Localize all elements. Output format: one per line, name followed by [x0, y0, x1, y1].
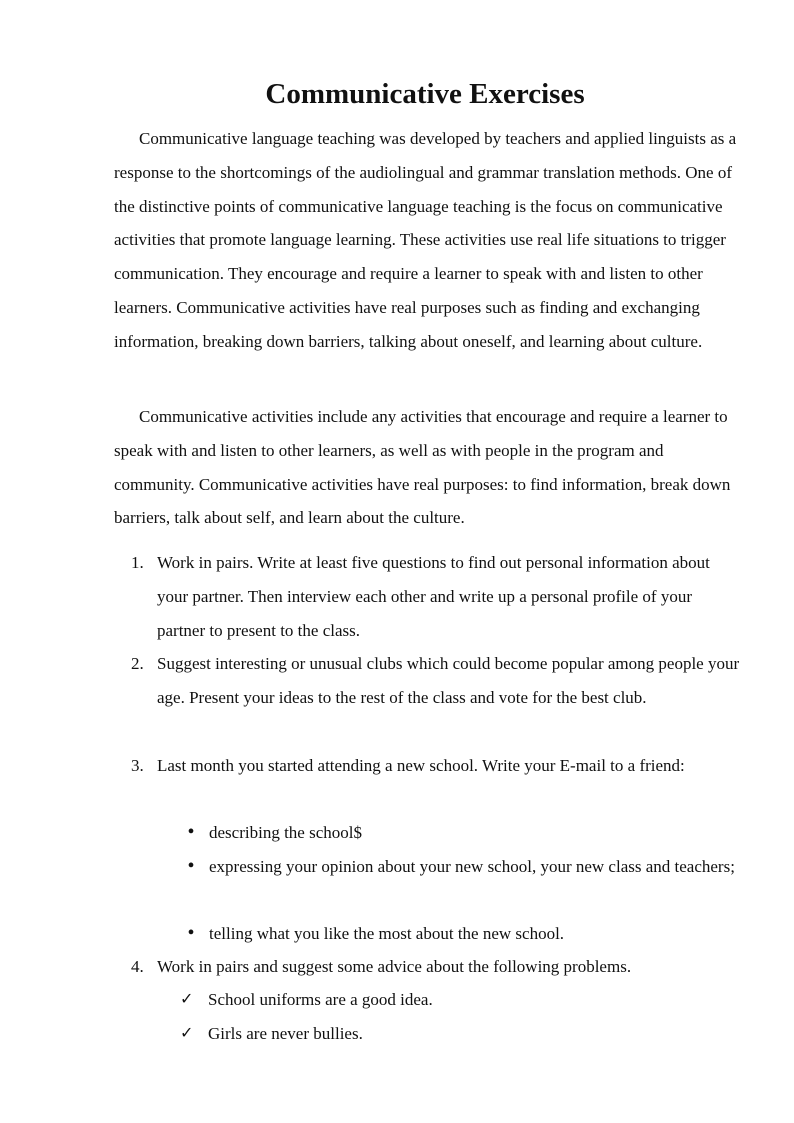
bullet-text: telling what you like the most about the new school. — [209, 924, 565, 943]
paragraph-activities: Communicative activities include any activities that encourage and require a learner to speak with and listen to other learners, as well as with people in the program and community. Communicative activities have real purposes: to find information, break down barriers, talk about self, and learn about the culture. — [114, 407, 731, 528]
exercise-number: 2. — [131, 654, 144, 673]
bullet-dot-icon: • — [187, 922, 195, 944]
exercise-text: Suggest interesting or unusual clubs which could become popular among people your age. Present your ideas to the rest of the class and vote for the best club. — [157, 654, 740, 707]
exercise-text: Work in pairs and suggest some advice about the following problems. — [157, 957, 632, 976]
exercise-text: Work in pairs. Write at least five questions to find out personal information about your partner. Then interview each other and write up a personal profile of your partner to present to the class. — [157, 553, 710, 640]
bullet-dot-icon: • — [187, 855, 195, 877]
exercise-text: Last month you started attending a new school. Write your E-mail to a friend: — [157, 756, 685, 775]
check-text: Girls are never bullies. — [208, 1024, 363, 1043]
bullet-dot-icon: • — [187, 821, 195, 843]
paragraph-intro: Communicative language teaching was developed by teachers and applied linguists as a response to the shortcomings of the audiolingual and grammar translation methods. One of the distinctive points of communicative language teaching is the focus on communicative activities that promote language learning. These activities use real life situations to trigger communication. They encourage and require a learner to speak with and listen to other learners. Communicative activities have real purposes such as finding and exchanging information, breaking down barriers, talking about oneself, and learning about culture. — [114, 129, 737, 351]
page-title: Communicative Exercises — [265, 78, 585, 110]
checkmark-icon: ✓ — [180, 1025, 194, 1042]
exercise-number: 1. — [131, 553, 144, 572]
bullet-text: expressing your opinion about your new school, your new class and teachers; — [209, 857, 735, 876]
checkmark-icon: ✓ — [180, 991, 194, 1008]
check-text: School uniforms are a good idea. — [208, 990, 433, 1009]
exercise-number: 3. — [131, 756, 144, 775]
exercise-number: 4. — [131, 957, 144, 976]
bullet-text: describing the school$ — [209, 823, 362, 842]
